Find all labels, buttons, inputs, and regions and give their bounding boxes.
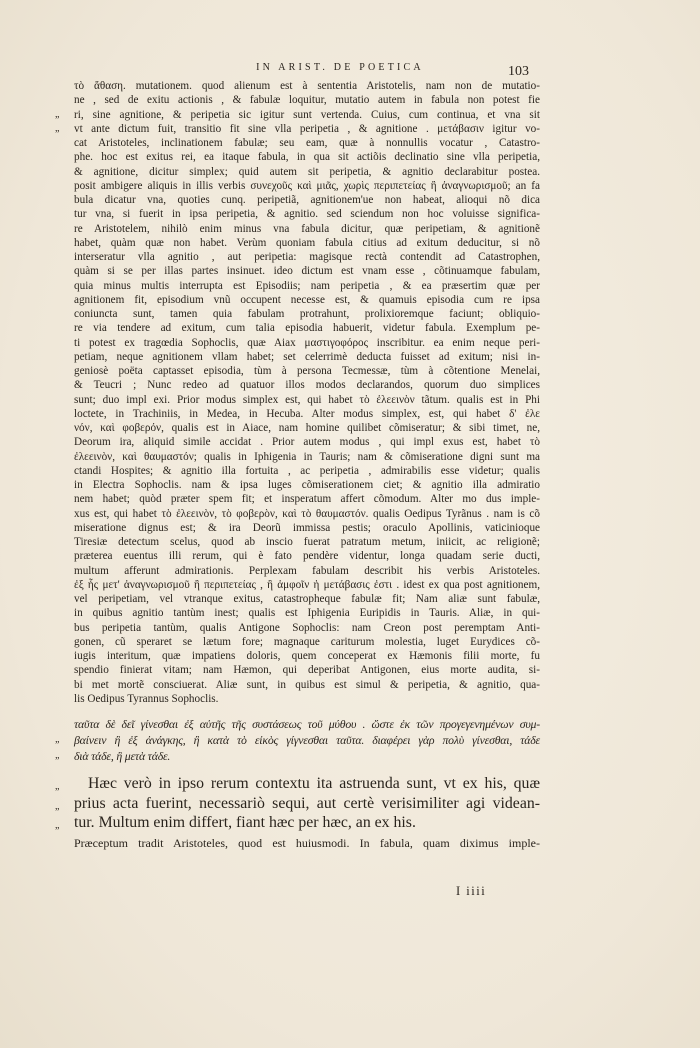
line-text: cat Aristoteles, inclinationem fabulæ; seu eam, quæ à nonnullis vocatur , Catastro- [74,137,540,149]
text-line: Præceptum tradit Aristoteles, quod est huiusmodi. In fabula, quam diximus imple- [74,835,540,850]
line-text: in quibus agnitio tantùm inest; qualis est Iphigenia Euripidis in Tauris. Aliæ, in qui- [74,607,540,620]
line-text: ταῦτα δὲ δεῖ γίνεσθαι ἐξ αὐτῆς τῆς συστάσεως τοῦ μύθου . ὥστε ἐκ τῶν προγεγενημένων συμ- [74,717,540,731]
line-text: xus est, qui habet τὸ ἐλεεινὸν, τὸ φοβερὸν, καὶ τὸ θαυμαστόν. qualis Oedipus Tyrãnus . nam is cõ [74,507,540,520]
text-line [74,293,540,307]
line-text: vel peripetiam, vel vtranque exitus, catastropheque fabulæ fit; Nam aliæ sunt fabulæ, [74,593,540,605]
text-line [55,108,540,122]
line-text: spendio finierat vitam; nam Hæmon, qui deperibat Antigonen, eius morte audita, si- [74,664,540,677]
line-text: petiam, neque agnitionem vllam habet; set celerrimè deducta fuisset ad exitum; nisi in- [74,350,540,363]
line-text: multum afferunt admirationis. Perplexam fabulam describit his verbis Aristoteles. [74,564,540,577]
text-line [74,336,540,350]
text-line [74,678,540,692]
line-text: lis Oedipus Tyrannus Sophoclis. [74,692,219,705]
text-line [74,421,540,435]
text-line [74,165,540,179]
text-line [74,621,540,635]
latin-translation [55,774,540,833]
text-line [74,350,540,364]
line-text: gonen, cũ speraret se lætum fore; magnaque cariturum molestia, luget Eurydices cõ- [74,635,540,648]
next-paragraph [74,835,540,851]
marginal-quote-mark: „ [55,122,60,134]
line-text: geniosè poëta captasset episodia, tùm à persona Tecmessæ, tùm à cõtentione Menelai, [74,365,540,377]
text-line [74,264,540,278]
line-text: νόν, καὶ φοβερόν, qualis est in Aiace, nam homine quilibet cõmiseratur; & sibi timet, ne, [74,422,540,434]
line-text: τὸ ἄθαση. mutationem. quod alienum est à sententia Aristotelis, nam non de mutatio- [74,80,540,92]
line-text: & Teucri ; Nunc redeo ad quatuor illos modos declarandos, quorum duo simplices [74,379,540,392]
line-text: habet, quàm quæ non habet. Verùm quoniam fabula citius ad exitum deducitur, si nõ [74,236,540,249]
line-text: loctete, in Trachiniis, in Medea, in Hecuba. Alter modus simplex, est, qui habet δ' ἐλε [74,407,540,420]
line-text: nem habet; quòd præter spem fit; et insperatum affert cõmodum. Alter mo dus imple- [74,493,540,506]
text-line [74,692,540,706]
text-line [74,222,540,236]
marginal-quote-mark: „ [55,781,60,792]
text-line [74,507,540,521]
text-line [74,393,540,407]
line-text: βαίνειν ἢ ἐξ ἀνάγκης, ἢ κατὰ τὸ εἰκὸς γίγνεσθαι ταῦτα. διαφέρει γὰρ πολὺ γίνεσθαι, τάδε [74,733,540,747]
line-text: ri, sine agnitione, & peripetia sic igitur sunt vertenda. Cuius, cum continua, et vna sit [74,108,540,121]
text-line [74,521,540,535]
text-line [55,774,540,794]
text-line [74,592,540,606]
text-line [74,716,540,732]
line-text: vt ante dictum fuit, transitio fit sine vlla peripetia , & agnitione . μετάβασιν igitur vo- [74,122,540,135]
line-text: quia minus multis interrupta est Episodiis; nam peripetia , & ea præsertim quæ per [74,279,540,292]
text-line [74,279,540,293]
text-line [74,93,540,107]
line-text: ἐλεεινὸν, καὶ θαυμαστόν; qualis in Iphigenia in Tauris; nam & cõmiseratione digni sunt ma [74,450,540,463]
line-text: prius acta fuerint, necessariò sequi, aut certè verisimiliter agi videan- [74,794,540,812]
text-line [74,150,540,164]
line-text: ctandi Hospites; & agnitio illa fortuita , ac peripetia , admirabilis esse videtur; qualis [74,464,540,477]
text-line [74,179,540,193]
text-line [74,136,540,150]
line-text: posit ambigere aliquis in illis verbis συνεχοῦς καὶ μιᾶς, χωρὶς περιπετείας ἢ ἀναγνωρισμοῦ; an fa [74,179,540,192]
text-line [74,578,540,592]
line-text: interseratur vlla agnitio , aut peripetia: magisque rectà contendit ad Catastrophen, [74,251,540,263]
line-text: sunt; duo impl exi. Prior modus simplex est, qui habet τὸ ἐλεεινὸν tãtum. qualis est in Phi [74,393,540,406]
text-line [74,193,540,207]
text-line [74,450,540,464]
text-line [74,321,540,335]
line-text: re via tendere ad exitum, cum talia episodia habuerit, videtur fabula. Exemplum pe- [74,322,540,335]
commentary-paragraph [55,79,540,706]
line-text: & agnitione, dicitur simplex; quid autem sit peripetia, & agnitio declarabitur postea. [74,165,540,178]
text-line [74,236,540,250]
line-text: quàm si se per illas partes insinuet. ideo dictum est vnam esse , cõtinuamque fabulam, [74,265,540,278]
line-text: διὰ τάδε, ἢ μετὰ τάδε. [74,749,171,763]
line-text: Deorum ira, aliquid simile accidat . Prior autem modus , qui impl exus est, habet τὸ [74,436,540,449]
text-body [55,79,540,851]
text-line [74,464,540,478]
line-text: bus peripetia tantùm, qualis Antigone Sophoclis: nam Creon post peremptam Anti- [74,621,540,634]
text-line [74,564,540,578]
text-line [74,478,540,492]
line-text: phe. hoc est exitus rei, ea itaque fabula, in qua sit actiõis declinatio sine vlla peripetia, [74,151,540,164]
line-text: coniuncta sunt, tamen quia fabulam protrahunt, prolixioremque faciunt; obliquio- [74,308,540,320]
text-line [55,732,540,748]
marginal-quote-mark: „ [55,800,60,812]
line-text: re Aristotelem, nihilò enim minus vna fabula dicitur, quæ peripetiam, & agnitionẽ [74,222,540,235]
text-line [74,250,540,264]
text-line [74,535,540,549]
line-text: agnitionem fit, episodium vnũ occupent necesse est, & quamuis episodia cum re ipsa [74,293,540,306]
line-text: tur. Multum enim differt, fiant hæc per hæc, an ex his. [74,814,416,831]
line-text: in Electra Sophoclis. nam & ipsa luges cõmiserationem ciet; & agnitio illa admiratio [74,479,540,491]
text-line [74,207,540,221]
marginal-quote-mark: „ [55,734,61,745]
text-line [74,407,540,421]
line-text: ἐξ ἧς μετ' ἀναγνωρισμοῦ ἢ περιπετείας , ἢ ἀμφοῖν ἡ μετάβασις ἐστι . idest ex qua post agnitionem, [74,578,540,591]
text-line [74,79,540,93]
text-line [74,549,540,563]
text-line [74,606,540,620]
text-line [74,663,540,677]
line-text: miseratione dignus est; & ira Deorũ immissa pestis; oraculo Apollinis, vaticinioque [74,521,540,534]
page-number: 103 [508,64,529,79]
line-text: ti potest ex tragœdia Sophoclis, quæ Aiax μαστιγοφόρος inscribitur. ea enim neque peri- [74,336,540,349]
text-line [74,378,540,392]
text-line [74,649,540,663]
marginal-quote-mark: „ [55,750,61,761]
text-line [74,307,540,321]
text-line [55,748,540,764]
text-line [74,492,540,506]
line-text: Hæc verò in ipso rerum contextu ita astruenda sunt, vt ex his, quæ [88,775,540,792]
line-text: ne , sed de exitu actionis , & fabulæ loquitur, mutatio autem in fabula non potest fie [74,94,540,107]
line-text: iugis interitum, quæ impatiens doloris, quem conceperat ex Hæmonis filii morte, fu [74,650,540,662]
line-text: tur vna, si fuerit in ipsa peripetia, & agnitio. sed sciendum non hoc voluisse significa- [74,208,540,221]
marginal-quote-mark: „ [55,820,60,831]
text-line [55,813,540,833]
text-line [74,435,540,449]
line-text: præterea euentus illi rerum, qui è fato pendère videntur, longa quadam serie ducti, [74,550,540,563]
greek-quotation [55,716,540,764]
text-line [55,122,540,136]
text-line [74,635,540,649]
line-text: Tiresiæ detectum scelus, quod ab inscio fuerat patratum metum, iniicit, ac religionẽ; [74,536,540,548]
text-line [55,794,540,814]
text-line [74,364,540,378]
line-text: bula dicatur vna, quoties cunq. peripetiã, agnitionem'ue non habeat, alioqui nõ dica [74,194,540,206]
line-text: bi met mortẽ consciuerat. Aliæ sunt, in quibus est simul & peripetia, & agnitio, qua- [74,678,540,691]
running-header: IN ARIST. DE POETICA [256,62,424,73]
signature-mark: I iiii [456,884,487,898]
marginal-quote-mark: „ [55,108,60,120]
